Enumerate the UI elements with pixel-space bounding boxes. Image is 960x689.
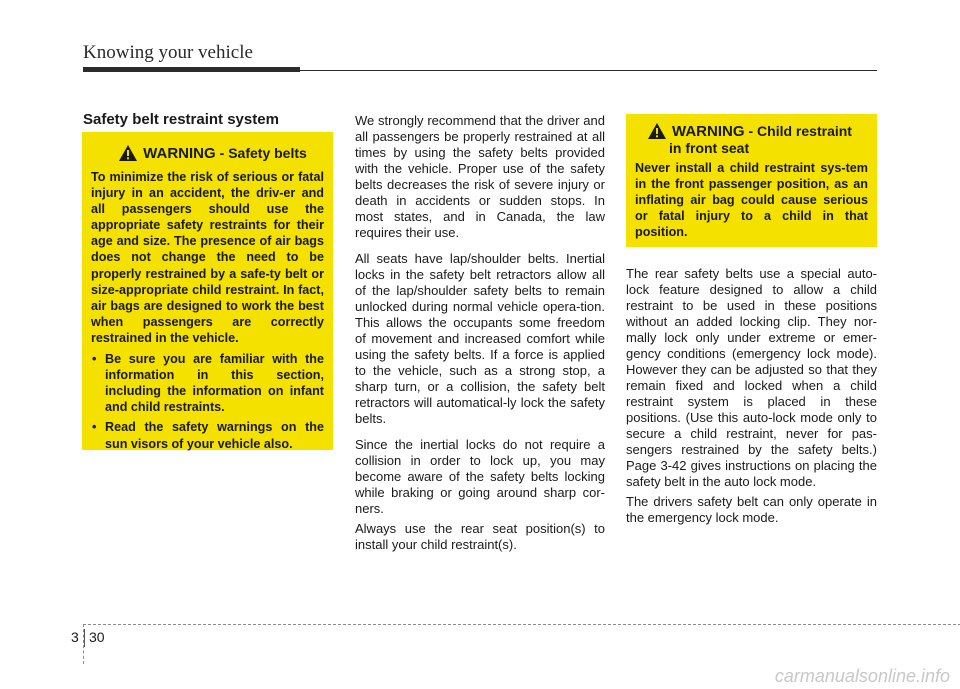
warning-subtitle-line2: in front seat: [669, 140, 750, 156]
body-paragraph: We strongly recommend that the driver and all passengers be properly restrained at all times by using the safety belts provided with the vehicle. Proper use of the safety belts decreases the risk of severe injury or death in accidents or sudden stops. In most states, and in Canada, the law requires their use.: [355, 113, 605, 240]
warning-triangle-icon: [647, 122, 667, 140]
page-header-title: Knowing your vehicle: [83, 42, 253, 63]
watermark-text: carmanualsonline.info: [774, 666, 950, 686]
page-number: 30: [89, 629, 105, 645]
footer-rule: [83, 624, 960, 625]
warning-subtitle: - Child restraint: [748, 123, 852, 139]
page-chapter-number: 3: [71, 629, 79, 645]
warning-body: To minimize the risk of serious or fatal injury in an accident, the driv-er and all passengers should use the appropriate safety restraints for their age and size. The presence of air bags does not change the need to be properly restrained by a safe-ty belt or size-appropriate child restraint. In fact, air bags are designed to work the best when passengers are correctly restrained in the vehicle.: [91, 170, 324, 345]
body-paragraph: The rear safety belts use a special auto-lock feature designed to allow a child restraint to be used in these positions without an added locking clip. They nor-mally lock only under extreme or emer-gency conditions (emergency lock mode). However they can be adjusted so that they remain fixed and locked when a child restraint system is placed in these positions. (Use this auto-lock mode only to secure a child restraint, never for pas-sengers restrained by the safety belts.) Page 3-42 gives instructions on placing the safety belt in the auto lock mode.: [626, 266, 877, 489]
warning-triangle-icon: [118, 144, 138, 162]
body-paragraph: All seats have lap/shoulder belts. Inertial locks in the safety belt retractors allow all of the lap/shoulder safety belts to remain unlocked during normal vehicle opera-tion. This allows the occupants some freedom of movement and increased comfort while using the safety belts. If a force is applied to the vehicle, such as a strong stop, a sharp turn, or a collision, the safety belt retractors will automatical-ly lock the safety belts.: [355, 251, 605, 426]
body-column-3: [626, 266, 877, 536]
warning-subtitle: - Safety belts: [219, 145, 307, 161]
body-column-2: [355, 113, 605, 563]
warning-bullet-list: [91, 351, 324, 452]
warning-heading: [635, 122, 868, 140]
page-number-divider: [84, 629, 85, 647]
warning-label: WARNING: [143, 144, 216, 162]
warning-bullet: • Be sure you are familiar with the information in this section, including the information on infant and child restraints.: [91, 351, 324, 415]
header-rule-thin: [300, 70, 877, 71]
body-paragraph: The drivers safety belt can only operate in the emergency lock mode.: [626, 494, 877, 525]
warning-box-child-restraint: [626, 114, 877, 247]
body-paragraph: Always use the rear seat position(s) to install your child restraint(s).: [355, 521, 605, 552]
section-heading: Safety belt restraint system: [83, 111, 279, 128]
warning-heading: [101, 144, 324, 162]
header-rule-thick: [83, 67, 300, 72]
warning-body: Never install a child restraint sys-tem in the front passenger position, as an inflating air bag could cause serious or fatal injury to a child in that position.: [635, 161, 868, 240]
warning-label: WARNING: [672, 122, 745, 140]
warning-bullet: • Read the safety warnings on the sun visors of your vehicle also.: [91, 419, 324, 451]
warning-box-safety-belts: [82, 132, 333, 450]
body-paragraph: Since the inertial locks do not require a collision in order to lock up, you may become aware of the safety belts locking while braking or going around sharp cor-ners.: [355, 437, 605, 516]
